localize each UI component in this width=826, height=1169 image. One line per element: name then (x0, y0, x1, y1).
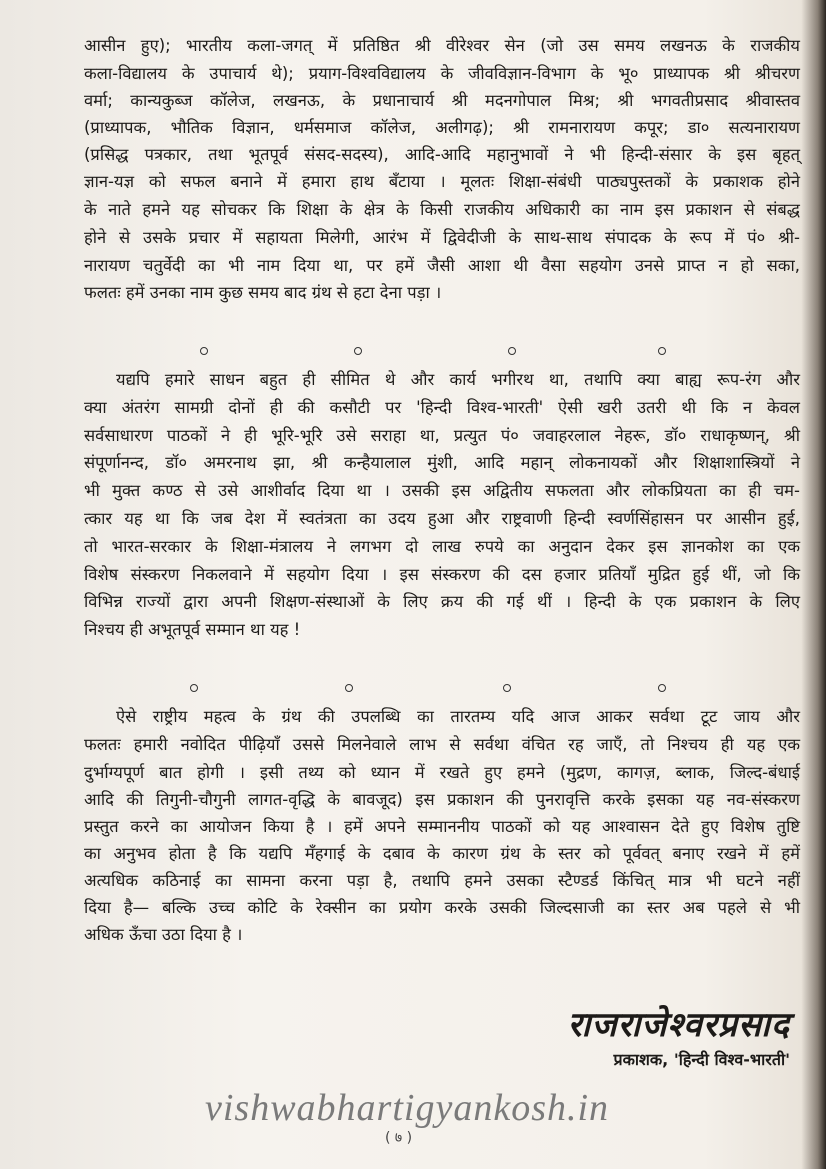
text-line: क्या अंतरंग सामग्री दोनों ही की कसौटी पर 'हिन्दी विश्व-भारती' ऐसी खरी उतरी थी कि न केवल (84, 398, 800, 417)
text-line: अत्यधिक कठिनाई का सामना करना पड़ा है, तथापि हमने उसका स्टैण्डर्ड किंचित् मात्र भी घटने नहीं (84, 871, 800, 890)
text-line: विभिन्न राज्यों द्वारा अपनी शिक्षण-संस्थाओं के लिए क्रय की गई थीं । हिन्दी के एक प्रकाशन के लिए (84, 592, 800, 611)
text-line: संपूर्णानन्द, डॉ० अमरनाथ झा, श्री कन्हैयालाल मुंशी, आदि महान् लोकनायकों और शिक्षाशास्त्रियों ने (84, 453, 800, 472)
text-line: निश्चय ही अभूतपूर्व सम्मान था यह ! (84, 620, 301, 639)
text-line: तो भारत-सरकार के शिक्षा-मंत्रालय ने लगभग दो लाख रुपये का अनुदान देकर इस ज्ञानकोश का एक (84, 537, 800, 556)
separator-dot (508, 347, 516, 355)
text-line: फलतः हमें उनका नाम कुछ समय बाद ग्रंथ से हटा देना पड़ा । (84, 283, 442, 302)
text-line: सर्वसाधारण पाठकों ने ही भूरि-भूरि उसे सराहा था, प्रत्युत पं० जवाहरलाल नेहरू, डॉ० राधाकृष्णन्, श्री (84, 426, 800, 445)
text-line: वर्मा; कान्यकुब्ज कॉलेज, लखनऊ, के प्रधानाचार्य श्री मदनगोपाल मिश्र; श्री भगवतीप्रसाद श्रीवास्तव (84, 91, 800, 110)
separator-dot (190, 684, 198, 692)
text-line: दुर्भाग्यपूर्ण बात होगी । इसी तथ्य को ध्यान में रखते हुए हमने (मुद्रण, कागज़, ब्लाक, जिल्द-बंधाई (84, 763, 800, 782)
separator-dot (658, 347, 666, 355)
signature: राजराजेश्वरप्रसाद (567, 1005, 790, 1045)
separator-dot (354, 347, 362, 355)
text-line: दिया है— बल्कि उच्च कोटि के रेक्सीन का प्रयोग करके उसकी जिल्दसाजी का स्तर अब पहले से भी (84, 898, 800, 917)
text-line: (प्रसिद्ध पत्रकार, तथा भूतपूर्व संसद-सदस्य), आदि-आदि महानुभावों ने भी हिन्दी-संसार के इस बृहत् (84, 145, 800, 164)
text-line: होने से उसके प्रचार में सहायता मिलेगी, आरंभ में द्विवेदीजी के साथ-साथ संपादक के रूप में पं० श्री- (84, 228, 800, 247)
text-line: त्कार यह था कि जब देश में स्वतंत्रता का उदय हुआ और राष्ट्रवाणी हिन्दी स्वर्णसिंहासन पर आसीन हुई, (84, 509, 800, 528)
text-line: (प्राध्यापक, भौतिक विज्ञान, धर्मसमाज कॉलेज, अलीगढ़); श्री रामनारायण कपूर; डा० सत्यनारायण (84, 118, 800, 137)
text-line: का अनुभव होता है कि यद्यपि मँहगाई के दबाव के कारण ग्रंथ के स्तर को पूर्ववत् बनाए रखने में हमें (84, 844, 800, 863)
text-line: ज्ञान-यज्ञ को सफल बनाने में हमारा हाथ बँटाया । मूलतः शिक्षा-संबंधी पाठ्यपुस्तकों के प्रकाशक होने (84, 172, 800, 191)
separator-dot (345, 684, 353, 692)
text-line: के नाते हमने यह सोचकर कि शिक्षा के क्षेत्र के किसी राजकीय अधिकारी का नाम इस प्रकाशन से संबद्ध (84, 200, 800, 219)
text-line: यद्यपि हमारे साधन बहुत ही सीमित थे और कार्य भगीरथ था, तथापि क्या बाह्य रूप-रंग और (116, 370, 800, 389)
separator-dot (503, 684, 511, 692)
text-line: भी मुक्त कण्ठ से उसे आशीर्वाद दिया था । उसकी इस अद्वितीय सफलता और लोकप्रियता का ही चम- (84, 481, 800, 500)
separator-dots (0, 684, 826, 694)
text-line: आसीन हुए); भारतीय कला-जगत् में प्रतिष्ठित श्री वीरेश्वर सेन (जो उस समय लखनऊ के राजकीय (84, 36, 800, 55)
text-line: प्रस्तुत करने का आयोजन किया है । हमें अपने सम्माननीय पाठकों को यह आश्वासन देते हुए विशेष तुष्टि (84, 817, 800, 836)
text-line: फलतः हमारी नवोदित पीढ़ियाँ उससे मिलनेवाले लाभ से सर्वथा वंचित रह जाएँ, तो निश्चय ही यह एक (84, 735, 800, 754)
watermark: vishwabhartigyankosh.in (205, 1087, 610, 1129)
page-number: ( ७ ) (385, 1130, 413, 1146)
text-line: नारायण चतुर्वेदी का भी नाम दिया था, पर हमें जैसी आशा थी वैसा सहयोग उनसे प्राप्त न हो सका, (84, 256, 800, 275)
text-line: अधिक ऊँचा उठा दिया है । (84, 925, 243, 944)
text-line: कला-विद्यालय के उपाचार्य थे); प्रयाग-विश्वविद्यालय के जीवविज्ञान-विभाग के भू० प्राध्यापक श्री श्रीचरण (84, 64, 800, 83)
text-line: ऐसे राष्ट्रीय महत्व के ग्रंथ की उपलब्धि का तारतम्य यदि आज आकर सर्वथा टूट जाय और (116, 707, 800, 726)
separator-dots (0, 347, 826, 357)
separator-dot (658, 684, 666, 692)
text-line: आदि की तिगुनी-चौगुनी लागत-वृद्धि के बावजूद) इस प्रकाशन की पुनरावृत्ति करके इसका यह नव-संस्करण (84, 790, 800, 809)
separator-dot (200, 347, 208, 355)
publisher-line: प्रकाशक, 'हिन्दी विश्व-भारती' (613, 1050, 790, 1069)
text-line: विशेष संस्करण निकलवाने में सहयोग दिया । इस संस्करण की दस हजार प्रतियाँ मुद्रित हुई थीं, जो कि (84, 565, 800, 584)
